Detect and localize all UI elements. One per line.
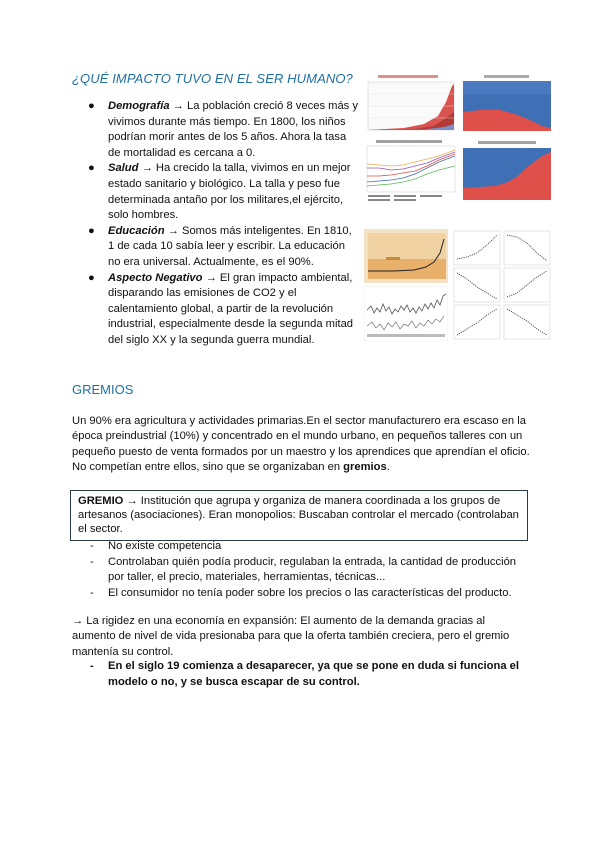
gremio-definition-box: GREMIO → Institución que agrupa y organiza de manera coordinada a los grupos de artesanos (asociaciones). Eran monopolios: Buscaban controlar el mercado (controlaban el sector. <box>70 490 528 541</box>
list-item: ● Educación → Somos más inteligentes. En 1810, 1 de cada 10 sabía leer y escribir. La educación no era universal. Actualmente, es el 90%. <box>88 224 352 268</box>
list-item: - Controlaban quién podía producir, regulaban la entrada, la cantidad de producción por taller, el precio, materiales, herramientas, técnicas... <box>90 555 517 584</box>
gremio-features-list <box>90 539 520 601</box>
gremios-intro-paragraph: Un 90% era agricultura y actividades primarias.En el sector manufacturero era escaso en la época preindustrial (10%) y concentrado en el mundo urbano, en pequeños talleres con un pequeño puesto de venta formados por un maestro y los aprendices que aprendían el oficio. No competían entre ellos, sino que se organizaban en gremios. <box>72 415 530 474</box>
list-item: - En el siglo 19 comienza a desaparecer, ya que se pone en duda si funciona el modelo o no, y se busca escapar de su control. <box>90 660 519 688</box>
final-bullet-list <box>90 659 522 690</box>
impact-bullet-list <box>88 99 360 349</box>
list-item: ● Demografía → La población creció 8 veces más y vivimos durante más tiempo. En 1800, los niños podrían morir antes de los 5 años. Ahora la tasa de mortalidad es cercana a 0. <box>88 100 358 159</box>
literacy-chart-image <box>460 138 553 205</box>
population-chart-image <box>364 72 457 135</box>
list-item: ● Aspecto Negativo → El gran impacto ambiental, disparando las emisiones de CO2 y el calentamiento global, a partir de la revolución industrial, especialmente desde la segunda mitad del siglo XX y la segunda guerra mundial. <box>88 271 354 346</box>
list-item: ● Salud → Ha crecido la talla, vivimos en un mejor estado sanitario y biológico. La talla y peso fue determinada antaño por los militares,el ejército, solo hombres. <box>88 162 351 222</box>
co2-chart-image <box>364 229 448 283</box>
rigidity-paragraph: → La rigidez en una economía en expansión: El aumento de la demanda gracias al aumento de nivel de vida presionaba para que la oferta también creciera, pero el gremio mantenía su control. <box>72 615 510 658</box>
section-title-impacto: ¿QUÉ IMPACTO TUVO EN EL SER HUMANO? <box>72 71 353 86</box>
list-item: - No existe competencia <box>90 540 222 552</box>
height-chart-image <box>364 138 457 205</box>
section-title-gremios: GREMIOS <box>72 382 134 397</box>
mortality-chart-image <box>460 72 553 135</box>
small-multiples-chart-image <box>452 229 553 344</box>
list-item: - El consumidor no tenía poder sobre los precios o las características del producto. <box>90 586 512 599</box>
temperature-chart-image <box>364 286 448 341</box>
